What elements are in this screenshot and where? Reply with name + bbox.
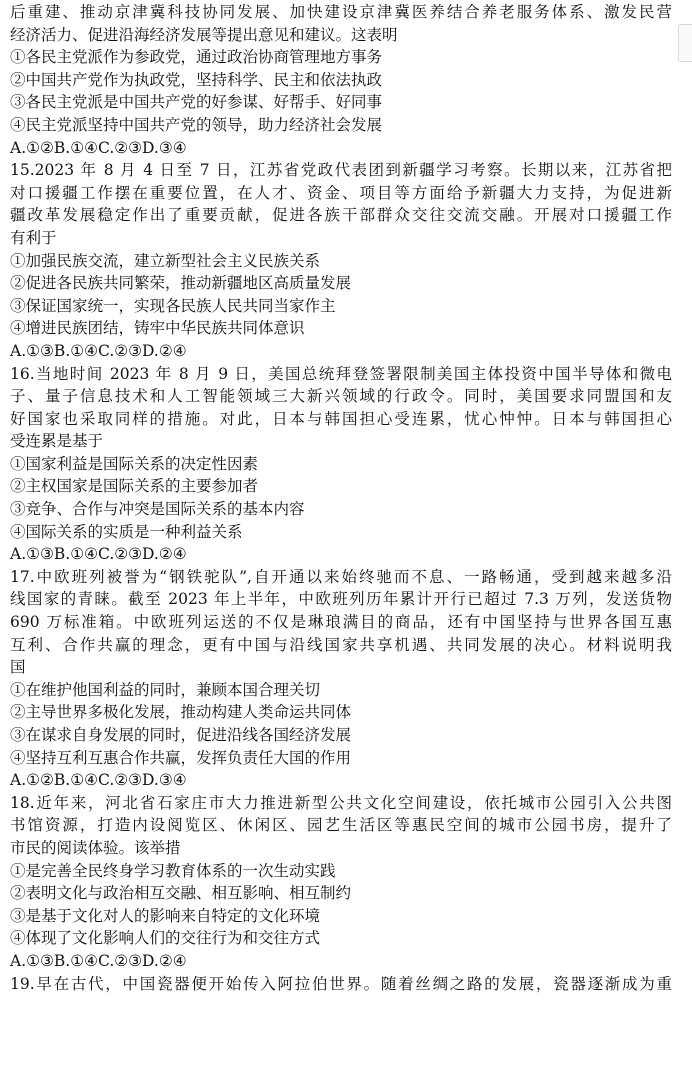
- question-15: [10, 159, 672, 362]
- question-stem-line: 市民的阅读体验。该举措: [10, 838, 181, 857]
- question-stem-line: 16.当地时间 2023 年 8 月 9 日，美国总统拜登签署限制美国主体投资中国半导体和微电: [10, 364, 672, 383]
- question-stem-line: 15.2023 年 8 月 4 日至 7 日，江苏省党政代表团到新疆学习考察。长期以来，江苏省把: [10, 161, 672, 180]
- answer-choices: A.①②B.①④C.②③D.③④: [10, 771, 187, 790]
- answer-option: ①是完善全民终身学习教育体系的一次生动实践: [10, 861, 336, 880]
- question-stem-line: 19.早在古代，中国瓷器便开始传入阿拉伯世界。随着丝绸之路的发展，瓷器逐渐成为重: [10, 974, 672, 993]
- answer-option: ④国际关系的实质是一种利益关系: [10, 522, 243, 541]
- answer-option: ②表明文化与政治相互交融、相互影响、相互制约: [10, 884, 352, 903]
- question-stem-line: 子、量子信息技术和人工智能领域三大新兴领域的行政令。同时，美国要求同盟国和友: [10, 387, 672, 406]
- question-stem-line: 690 万标准箱。中欧班列运送的不仅是琳琅满目的商品，还有中国坚持与世界各国互惠: [10, 613, 672, 632]
- scroll-handle[interactable]: [678, 24, 692, 62]
- answer-choices: A.①③B.①④C.②③D.②④: [10, 341, 187, 360]
- answer-option: ①各民主党派作为参政党，通过政治协商管理地方事务: [10, 48, 383, 67]
- answer-option: ④坚持互利互惠合作共赢，发挥负责任大国的作用: [10, 748, 352, 767]
- question-18: [10, 792, 672, 973]
- answer-option: ①在维护他国利益的同时，兼顾本国合理关切: [10, 680, 321, 699]
- answer-choices: A.①③B.①④C.②③D.②④: [10, 545, 187, 564]
- answer-option: ②主权国家是国际关系的主要参加者: [10, 477, 259, 496]
- document-page: [10, 1, 672, 995]
- question-19: [10, 973, 672, 996]
- answer-option: ③保证国家统一，实现各民族人民共同当家作主: [10, 296, 336, 315]
- answer-option: ④体现了文化影响人们的交往行为和交往方式: [10, 929, 321, 948]
- answer-option: ②促进各民族共同繁荣，推动新疆地区高质量发展: [10, 274, 352, 293]
- question-14: [10, 1, 672, 159]
- question-stem-line: 线国家的青睐。截至 2023 年上半年，中欧班列历年累计开行已超过 7.3 万列，发送货物: [10, 590, 672, 609]
- question-stem-line: 对口援疆工作摆在重要位置，在人才、资金、项目等方面给予新疆大力支持，为促进新: [10, 183, 672, 202]
- answer-option: ①加强民族交流，建立新型社会主义民族关系: [10, 251, 321, 270]
- question-stem-line: 经济活力、促进沿海经济发展等提出意见和建议。这表明: [10, 25, 398, 44]
- question-stem-line: 好国家也采取同样的措施。对此，日本与韩国担心受连累，忧心忡忡。日本与韩国担心: [10, 409, 672, 428]
- question-stem-line: 疆改革发展稳定作出了重要贡献，促进各族干部群众交往交流交融。开展对口援疆工作: [10, 206, 672, 225]
- question-stem-line: 受连累是基于: [10, 432, 104, 451]
- answer-choices: A.①③B.①④C.②③D.②④: [10, 951, 187, 970]
- answer-option: ①国家利益是国际关系的决定性因素: [10, 454, 259, 473]
- answer-option: ②主导世界多极化发展，推动构建人类命运共同体: [10, 703, 352, 722]
- answer-option: ③在谋求自身发展的同时，促进沿线各国经济发展: [10, 726, 352, 744]
- answer-option: ③竞争、合作与冲突是国际关系的基本内容: [10, 500, 305, 519]
- question-stem-line: 互利、合作共赢的理念，更有中国与沿线国家共享机遇、共同发展的决心。材料说明我: [10, 635, 672, 654]
- answer-option: ③是基于文化对人的影响来自特定的文化环境: [10, 906, 321, 925]
- answer-option: ④民主党派坚持中国共产党的领导，助力经济社会发展: [10, 115, 383, 134]
- question-17: [10, 566, 672, 792]
- question-16: [10, 363, 672, 566]
- answer-option: ③各民主党派是中国共产党的好参谋、好帮手、好同事: [10, 93, 383, 112]
- question-stem-line: 18.近年来，河北省石家庄市大力推进新型公共文化空间建设，依托城市公园引入公共图: [10, 793, 672, 812]
- answer-option: ④增进民族团结，铸牢中华民族共同体意识: [10, 319, 305, 338]
- answer-option: ②中国共产党作为执政党，坚持科学、民主和依法执政: [10, 70, 383, 89]
- question-stem-line: 国: [10, 658, 26, 677]
- question-stem-line: 后重建、推动京津冀科技协同发展、加快建设京津冀医养结合养老服务体系、激发民营: [10, 3, 672, 21]
- answer-choices: A.①②B.①④C.②③D.③④: [10, 138, 187, 157]
- question-stem-line: 17.中欧班列被誉为“钢铁驼队”,自开通以来始终驰而不息、一路畅通，受到越来越多沿: [10, 567, 672, 586]
- question-stem-line: 有利于: [10, 228, 57, 247]
- question-stem-line: 书馆资源，打造内设阅览区、休闲区、园艺生活区等惠民空间的城市公园书房，提升了: [10, 816, 672, 835]
